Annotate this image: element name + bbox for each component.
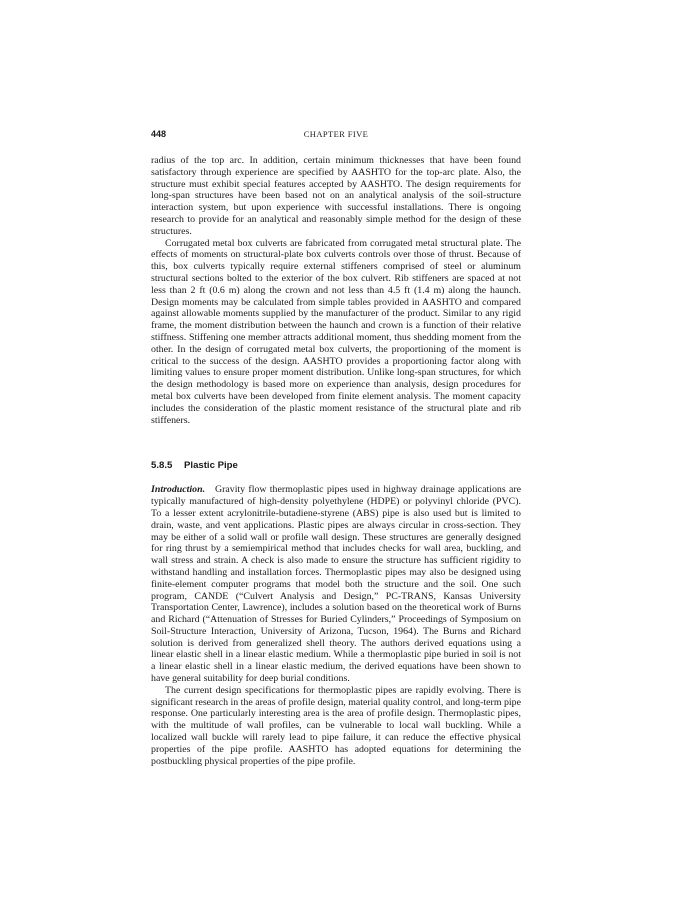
page-number: 448 xyxy=(151,129,167,139)
paragraph-design-specs: The current design specifications for thermoplastic pipes are rapidly evolving. There is significant research in the areas of profile design, material quality control, and long-term pipe response. One particularly interesting area is the area of profile design. Thermoplastic pipes, with the multitude of wall profiles, can be vulnerable to local wall buckling. While a localized wall buckle will rarely lead to pipe failure, it can reduce the effective physical properties of the pipe profile. AASHTO has adopted equations for determining the postbuckling physical properties of the pipe profile. xyxy=(151,684,521,767)
section-number: 5.8.5 xyxy=(151,460,173,472)
paragraph-box-culverts: Corrugated metal box culverts are fabricated from corrugated metal structural plate. The effects of moments on structural-plate box culverts controls over those of thrust. Because of this, box culverts typically require external stiffeners comprised of steel or aluminum structural sections bolted to the exterior of the box culvert. Rib stiffeners are spaced at not less than 2 ft (0.6 m) along the crown and not less than 4.5 ft (1.4 m) along the haunch. Design moments may be calculated from simple tables provided in AASHTO and compared against allowable moments supplied by the manufacturer of the product. Similar to any rigid frame, the moment distribution between the haunch and crown is a function of their relative stiffness. Stiffening one member attracts additional moment, thus shedding moment from the other. In the design of corrugated metal box culverts, the proportioning of the moment is critical to the success of the design. AASHTO provides a proportioning factor along with limiting values to ensure proper moment distribution. Unlike long-span structures, for which the design methodology is based more on experience than analysis, design procedures for metal box culverts have been developed from finite element analysis. The moment capacity includes the consideration of the plastic moment resistance of the structural plate and rib stiffeners. xyxy=(151,237,521,426)
running-head xyxy=(151,127,521,141)
body-text xyxy=(151,155,521,767)
paragraph-introduction xyxy=(151,484,521,685)
document-page xyxy=(151,127,521,767)
section-title: Plastic Pipe xyxy=(184,460,238,472)
paragraph-arc-continuation: radius of the top arc. In addition, certain minimum thicknesses that have been found satisfactory through experience are specified by AASHTO for the top-arc plate. Also, the structure must exhibit special features accepted by AASHTO. The design requirements for long-span structures have been based not on an analytical analysis of the soil-structure interaction system, but upon experience with successful installations. There is ongoing research to provide for an analytical and reasonably simple method for the design of these structures. xyxy=(151,155,521,237)
chapter-title: CHAPTER FIVE xyxy=(303,129,369,139)
section-heading xyxy=(151,460,521,472)
introduction-text: Gravity flow thermoplastic pipes used in highway drainage applications are typically manufactured of high-density polyethylene (HDPE) or polyvinyl chloride (PVC). To a lesser extent acrylonitrile-butadiene-styrene (ABS) pipe is also used but is limited to drain, waste, and vent applications. Plastic pipes are always circular in cross-section. They may be either of a solid wall or profile wall design. These structures are generally designed for ring thrust by a semiempirical method that includes checks for wall area, buckling, and wall stress and strain. A check is also made to ensure the structure has sufficient rigidity to withstand handling and installation forces. Thermoplastic pipes may also be designed using finite-element computer programs that model both the structure and the soil. One such program, CANDE (“Culvert Analysis and Design,” PC-TRANS, Kansas University Transportation Center, Lawrence), includes a solution based on the theoretical work of Burns and Richard (“Attenuation of Stresses for Buried Cylinders,” Proceedings of Symposium on Soil-Structure Interaction, University of Arizona, Tucson, 1964). The Burns and Richard solution is derived from generalized shell theory. The authors derived equations using a linear elastic shell in a linear elastic medium. While a thermoplastic pipe buried in soil is not a linear elastic shell in a linear elastic medium, the derived equations have been shown to have general suitability for deep burial conditions. xyxy=(151,484,522,685)
run-in-heading: Introduction. xyxy=(151,484,206,496)
